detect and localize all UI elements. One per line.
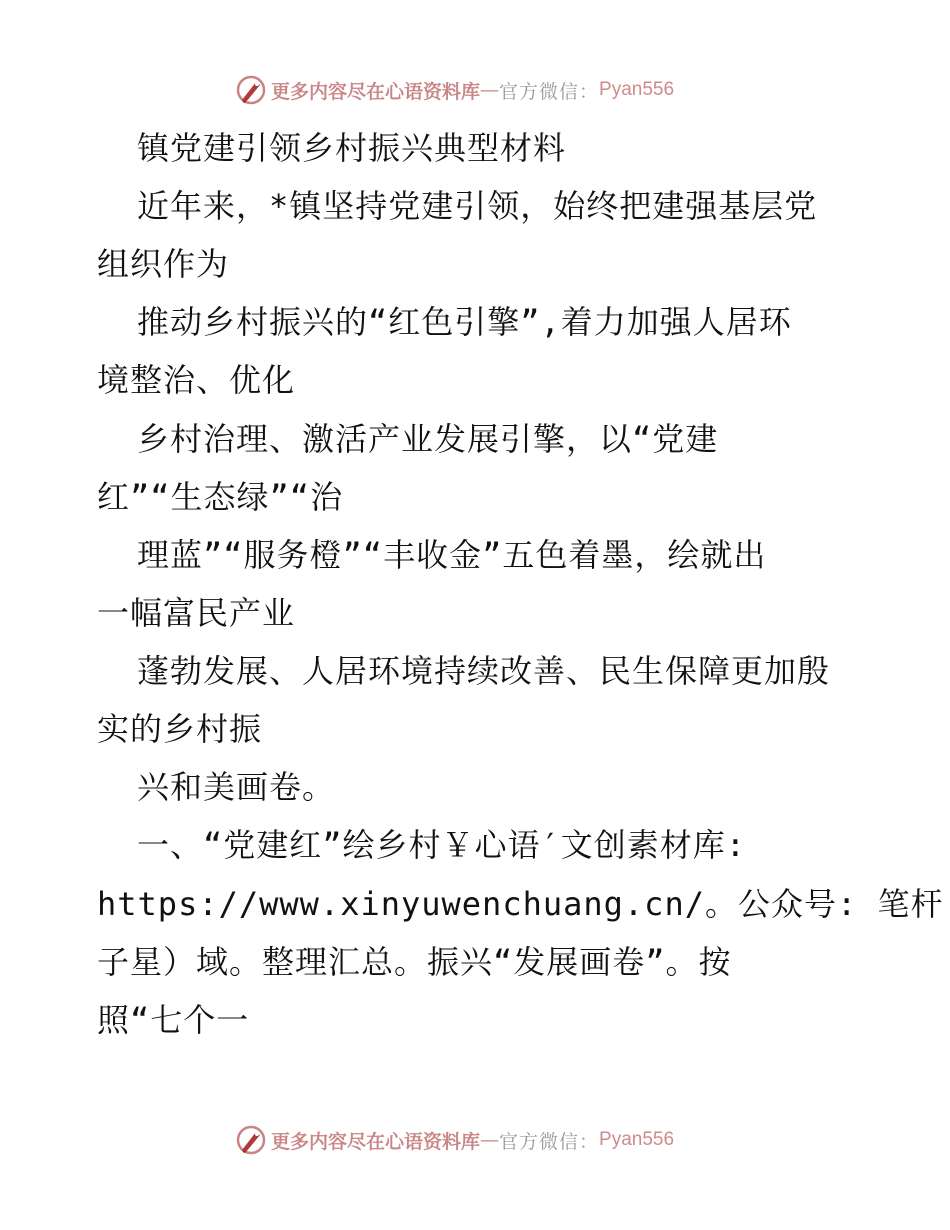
banner-main-text: 更多内容尽在心语资料库 [271, 1130, 481, 1153]
paragraph-line: 一幅富民产业 [97, 594, 296, 632]
paragraph-line: 蓬勃发展、人居环境持续改善、民生保障更加殷 [137, 652, 831, 690]
banner-wechat-id: Pyan556 [599, 79, 675, 100]
banner-main-text: 更多内容尽在心语资料库 [271, 80, 481, 103]
header-banner [235, 73, 674, 107]
banner-wechat-label: 官方微信： [499, 1130, 600, 1153]
paragraph-line: 境整治、优化 [97, 361, 296, 399]
paragraph-line: 近年来，*镇坚持党建引领，始终把建强基层党 [137, 187, 818, 225]
paragraph-line: 组织作为 [97, 245, 230, 283]
pen-logo-icon [235, 1124, 267, 1156]
banner-dash: — [480, 1129, 500, 1151]
document-title: 镇党建引领乡村振兴典型材料 [137, 129, 567, 167]
banner-dash: — [480, 79, 500, 101]
paragraph-line: 理蓝”“服务橙”“丰收金”五色着墨，绘就出 [137, 536, 767, 574]
paragraph-line: 照“七个一 [97, 1001, 250, 1039]
banner-wechat-label: 官方微信： [499, 80, 600, 103]
section-heading: 一、“党建红”绘乡村￥心语′文创素材库: [137, 826, 747, 864]
paragraph-line: 实的乡村振 [97, 710, 263, 748]
pen-logo-icon [235, 74, 267, 106]
paragraph-line: 乡村治理、激活产业发展引擎，以“党建 [137, 420, 719, 458]
paragraph-line: 子星）域。整理汇总。振兴“发展画卷”。按 [97, 943, 732, 981]
paragraph-line: 红”“生态绿”“治 [97, 478, 344, 516]
paragraph-line: 兴和美画卷。 [137, 768, 336, 806]
paragraph-line: 推动乡村振兴的“红色引擎”,着力加强人居环 [137, 303, 792, 341]
footer-banner [235, 1123, 674, 1157]
paragraph-line: https://www.xinyuwenchuang.cn/。公众号: 笔杆 [97, 885, 944, 923]
banner-wechat-id: Pyan556 [599, 1129, 675, 1150]
